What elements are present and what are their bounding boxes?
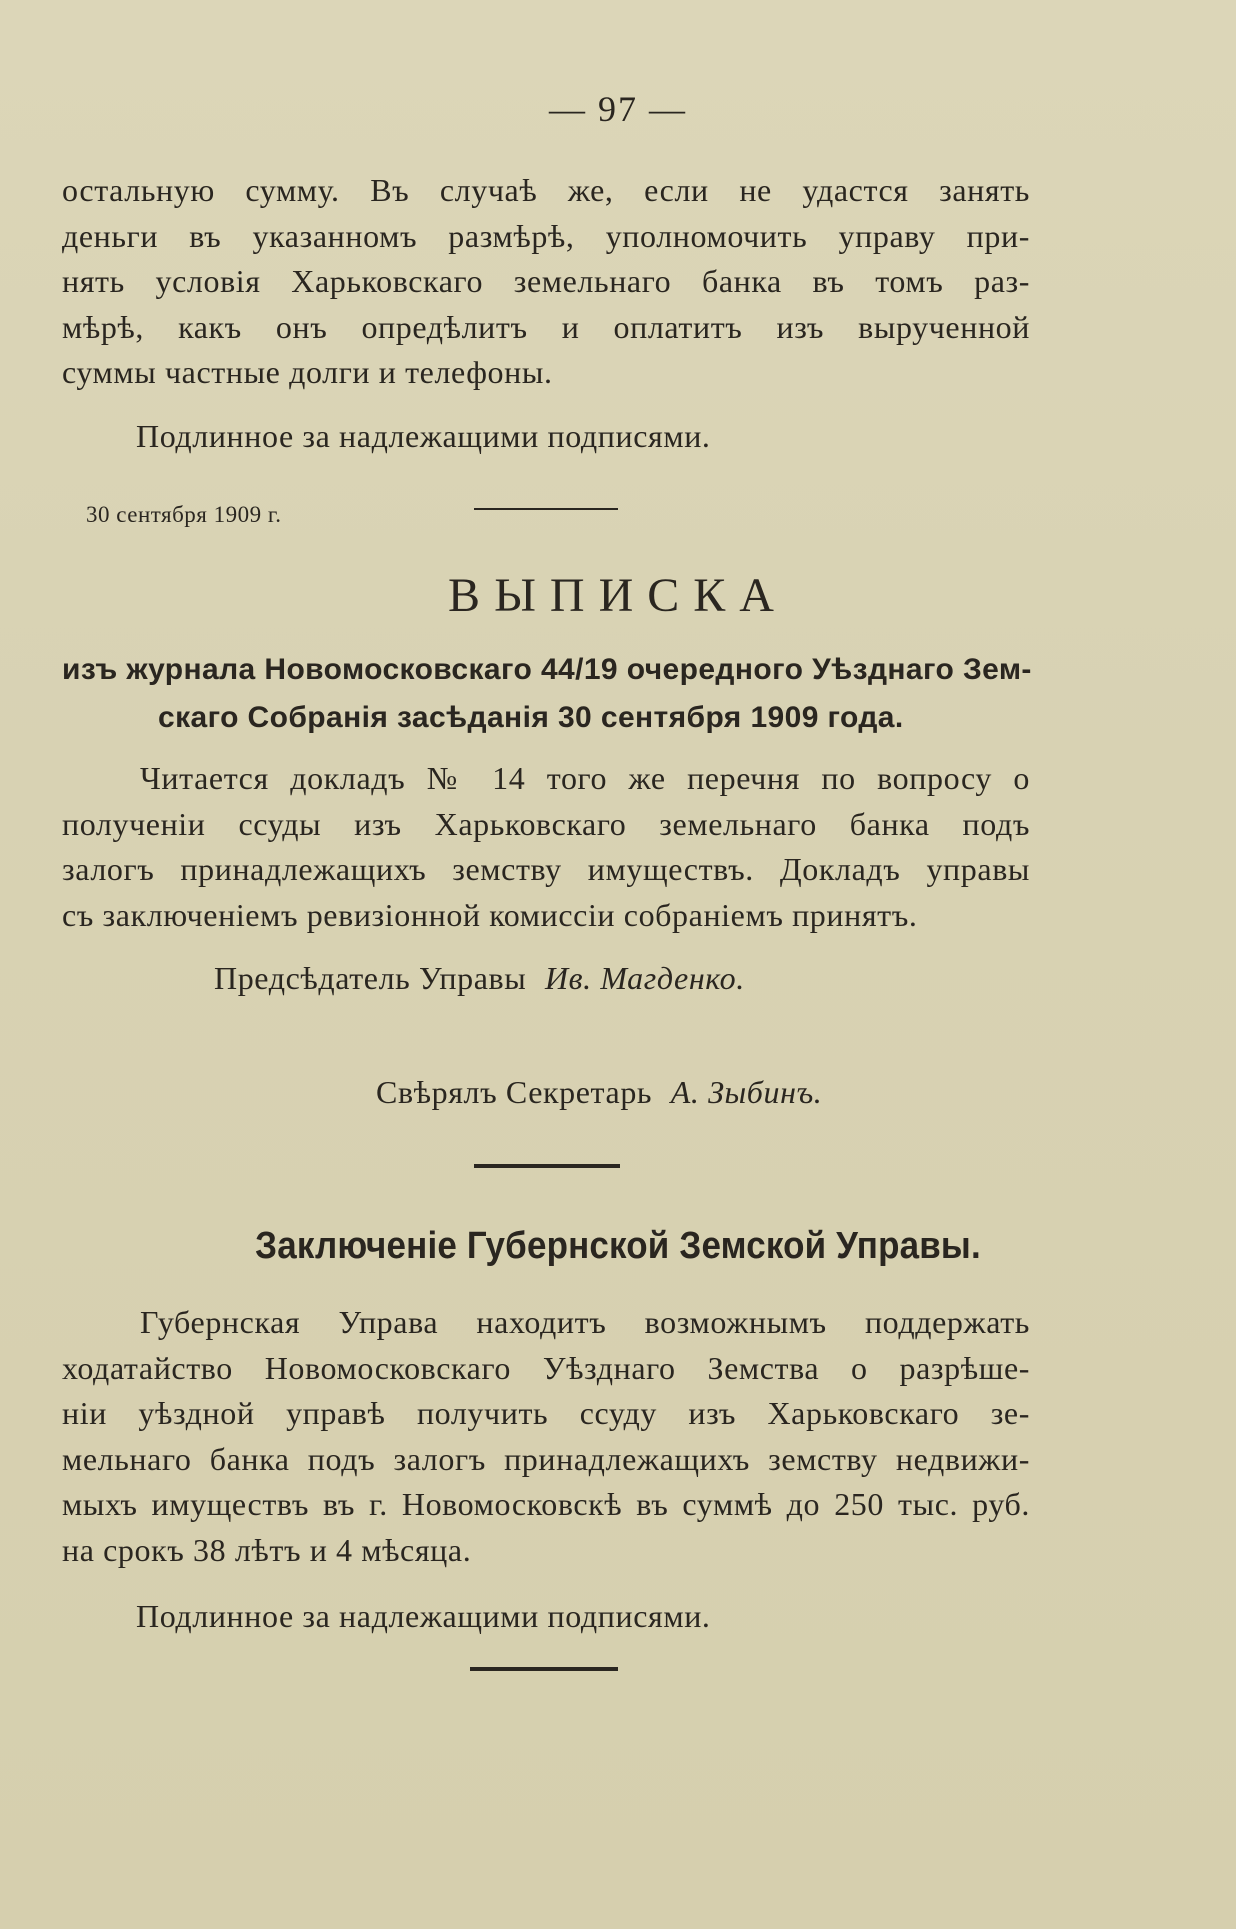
paragraph-line: полученіи ссуды изъ Харьковскаго земельнаго банка подъ (62, 805, 1030, 842)
paragraph-line: на срокъ 38 лѣтъ и 4 мѣсяца. (62, 1531, 472, 1568)
secretary-signature (376, 1074, 822, 1111)
paragraph-continuation (62, 168, 1030, 396)
paragraph-line: деньги въ указанномъ размѣрѣ, уполномочить управу при- (62, 217, 1030, 254)
extract-title: ВЫПИСКА (448, 569, 788, 622)
chairman-label: Предсѣдатель Управы (214, 960, 527, 996)
paragraph-line: остальную сумму. Въ случаѣ же, если не удастся занять (62, 172, 1030, 208)
divider-rule (474, 1164, 620, 1168)
paragraph-line: мыхъ имуществъ въ г. Новомосковскѣ въ суммѣ до 250 тыс. руб. (62, 1486, 1030, 1522)
subtitle-line: изъ журнала Новомосковскаго 44/19 очередного Уѣзднаго Зем- (62, 653, 1032, 686)
conclusion-paragraph (62, 1300, 1030, 1573)
paragraph-line: мельнаго банка подъ залогъ принадлежащихъ земству недвижи- (62, 1440, 1030, 1477)
report-paragraph (62, 756, 1030, 938)
paragraph-line: залогъ принадлежащихъ земству имуществъ. Докладъ управы (62, 851, 1030, 887)
document-date: 30 сентября 1909 г. (86, 502, 282, 527)
signature-note: Подлинное за надлежащими подписями. (136, 418, 711, 454)
chairman-signature (214, 960, 745, 997)
paragraph-line: ходатайство Новомосковскаго Уѣзднаго Земства о разрѣше- (62, 1349, 1030, 1386)
extract-subtitle (62, 646, 1030, 742)
secretary-label: Свѣрялъ Секретарь (376, 1074, 653, 1110)
conclusion-heading: Заключеніе Губернской Земской Управы. (255, 1225, 981, 1267)
chairman-name: Ив. Магденко. (544, 960, 745, 996)
paragraph-line: нять условія Харьковскаго земельнаго банка въ томъ раз- (62, 263, 1030, 299)
paragraph-line: мѣрѣ, какъ онъ опредѣлитъ и оплатитъ изъ вырученной (62, 308, 1030, 345)
paragraph-line: Читается докладъ № 14 того же перечня по вопросу о (140, 760, 1030, 796)
paragraph-line: суммы частные долги и телефоны. (62, 354, 553, 390)
divider-rule (474, 508, 618, 510)
signature-note: Подлинное за надлежащими подписями. (136, 1598, 711, 1634)
paragraph-line: Губернская Управа находитъ возможнымъ поддержать (140, 1304, 1030, 1340)
paragraph-line: ніи уѣздной управѣ получить ссуду изъ Харьковскаго зе- (62, 1395, 1030, 1431)
subtitle-line: скаго Собранія засѣданія 30 сентября 1909 года. (158, 701, 904, 734)
page-number: — 97 — (549, 89, 687, 129)
divider-rule (470, 1667, 618, 1671)
paragraph-line: съ заключеніемъ ревизіонной комиссіи собраніемъ принятъ. (62, 896, 918, 933)
secretary-name: А. Зыбинъ. (670, 1074, 823, 1110)
